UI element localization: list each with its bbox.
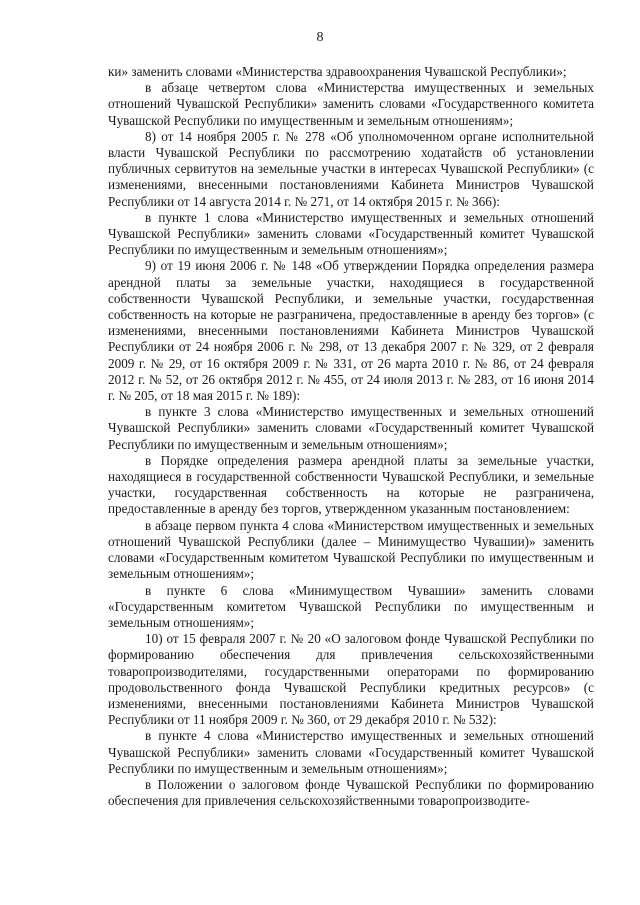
paragraph: в пункте 6 слова «Минимуществом Чувашии» заменить словами «Государственным комитетом Чувашской Республики по имущественным и земельным отношениям»; (108, 582, 594, 630)
paragraph: 8) от 14 ноября 2005 г. № 278 «Об уполномоченном органе исполнительной власти Чувашской Республики по рассмотрению ходатайств об установлении публичных сервитутов на земельные участки в интересах Чувашской Республики» (с изменениями, внесенными постановлениями Кабинета Министров Чувашской Республики от 14 августа 2014 г. № 271, от 14 октября 2015 г. № 366): (108, 128, 594, 209)
paragraph: в пункте 4 слова «Министерство имущественных и земельных отношений Чувашской Республики» заменить словами «Государственный комитет Чувашской Республики по имущественным и земельным отношениям»; (108, 728, 594, 776)
paragraph: ки» заменить словами «Министерства здравоохранения Чувашской Республики»; (108, 64, 567, 79)
document-body (108, 64, 594, 809)
paragraph: в Порядке определения размера арендной платы за земельные участки, находящиеся в государственной собственности Чувашской Республики, и земельные участки, государственная собственность на которые не разграничена, предоставленные в аренду без торгов, утвержденном указанным постановлением: (108, 452, 594, 517)
page-number: 8 (316, 30, 324, 45)
paragraph: в абзаце четвертом слова «Министерства имущественных и земельных отношений Чувашской Республики» заменить словами «Государственного комитета Чувашской Республики по имущественным и земельным отношениям»; (108, 80, 594, 128)
paragraph: 10) от 15 февраля 2007 г. № 20 «О залоговом фонде Чувашской Республики по формированию обеспечения для привлечения сельскохозяйственными товаропроизводителями, государственными операторами по формированию продовольственного фонда Чувашской Республики кредитных ресурсов» (с изменениями, внесенными постановлениями Кабинета Министров Чувашской Республики от 11 ноября 2009 г. № 360, от 29 декабря 2010 г. № 532): (108, 631, 594, 728)
paragraph: 9) от 19 июня 2006 г. № 148 «Об утверждении Порядка определения размера арендной платы за земельные участки, находящиеся в государственной собственности Чувашской Республики, и земельные участки, государственная собственность на которые не разграничена, предоставленные в аренду без торгов» (с изменениями, внесенными постановлениями Кабинета Министров Чувашской Республики от 24 ноября 2006 г. № 298, от 13 декабря 2007 г. № 329, от 2 февраля 2009 г. № 29, от 16 октября 2009 г. № 331, от 26 марта 2010 г. № 86, от 24 февраля 2012 г. № 52, от 26 октября 2012 г. № 455, от 24 июля 2013 г. № 283, от 16 июня 2014 г. № 205, от 18 мая 2015 г. № 189): (108, 258, 594, 404)
paragraph: в пункте 1 слова «Министерство имущественных и земельных отношений Чувашской Республики» заменить словами «Государственный комитет Чувашской Республики по имущественным и земельным отношениям»; (108, 209, 594, 258)
paragraph: в Положении о залоговом фонде Чувашской Республики по формированию обеспечения для привлечения сельскохозяйственными товаропроизводите- (108, 776, 594, 809)
paragraph: в абзаце первом пункта 4 слова «Министерством имущественных и земельных отношений Чувашской Республики (далее – Минимущество Чувашии)» заменить словами «Государственным комитетом Чувашской Республики по имущественным и земельным отношениям»; (108, 517, 594, 582)
paragraph: в пункте 3 слова «Министерство имущественных и земельных отношений Чувашской Республики» заменить словами «Государственный комитет Чувашской Республики по имущественным и земельным отношениям»; (108, 404, 594, 452)
